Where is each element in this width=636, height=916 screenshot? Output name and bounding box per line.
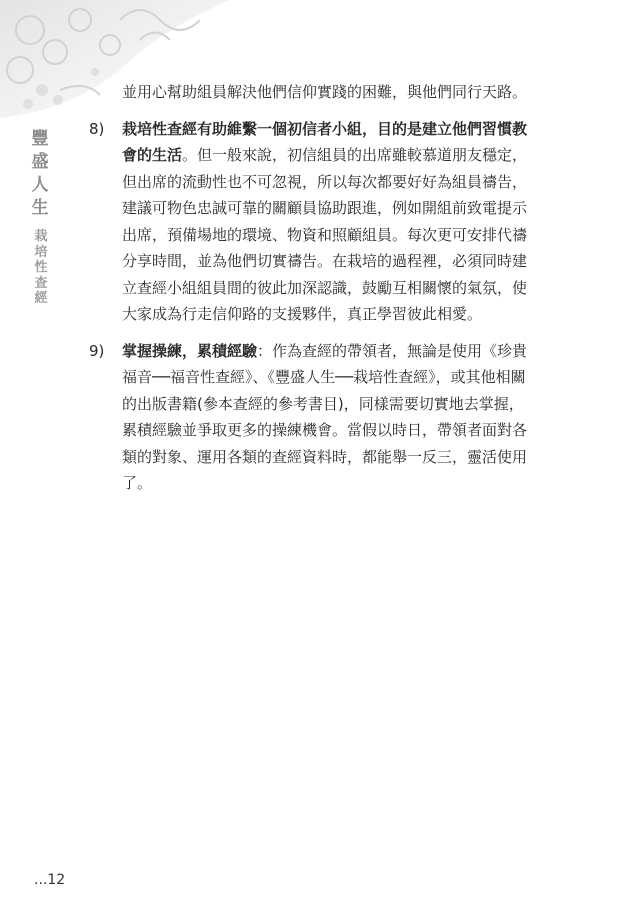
side-title-char: 豐	[31, 129, 49, 149]
main-text	[89, 79, 529, 497]
side-subtitle-char: 性	[34, 260, 48, 275]
side-title-char: 人	[31, 175, 49, 195]
item-lead: 掌握操練，累積經驗	[122, 341, 258, 360]
side-book-title	[30, 128, 50, 220]
page-number: ...12	[34, 872, 66, 888]
continued-paragraph: 並用心幫助組員解決他們信仰實踐的困難，與他們同行天路。	[122, 83, 528, 101]
side-subtitle-char: 栽	[34, 229, 48, 244]
item-number: 9)	[89, 341, 105, 360]
list-item	[89, 338, 529, 497]
side-title-char: 生	[31, 198, 49, 218]
side-title-char: 盛	[31, 152, 49, 172]
side-book-subtitle	[33, 229, 49, 307]
item-lead: 栽培性查經有助維繫一個初信者小組，目的是建立他們習慣教會的生活	[122, 119, 528, 164]
item-text: ：作為查經的帶領者，無論是使用《珍貴福音──福音性查經》、《豐盛人生──栽培性查經》，或其他相關的出版書籍(參本查經的參考書目)，同樣需要切實地去掌握，累積經驗並爭取更多的操練機會。當假以時日，帶領者面對各類的對象、運用各類的查經資料時，都能舉一反三，靈活使用了。	[122, 341, 528, 492]
side-subtitle-char: 查	[34, 275, 48, 291]
list-item	[89, 116, 529, 328]
side-subtitle-char: 經	[34, 291, 48, 306]
item-number: 8)	[89, 119, 105, 138]
item-text: 。但一般來說，初信組員的出席雖較慕道朋友穩定，但出席的流動性也不可忽視，所以每次都要好好為組員禱告，建議可物色忠誠可靠的關顧員協助跟進，例如開組前致電提示出席，預備場地的環境、物資和照顧組員。每次更可安排代禱分享時間，並為他們切實禱告。在栽培的過程裡，必須同時建立查經小組組員間的彼此加深認識，鼓勵互相關懷的氣氛，使大家成為行走信仰路的支援夥伴，真正學習彼此相愛。	[122, 146, 528, 323]
side-subtitle-char: 培	[34, 244, 48, 260]
